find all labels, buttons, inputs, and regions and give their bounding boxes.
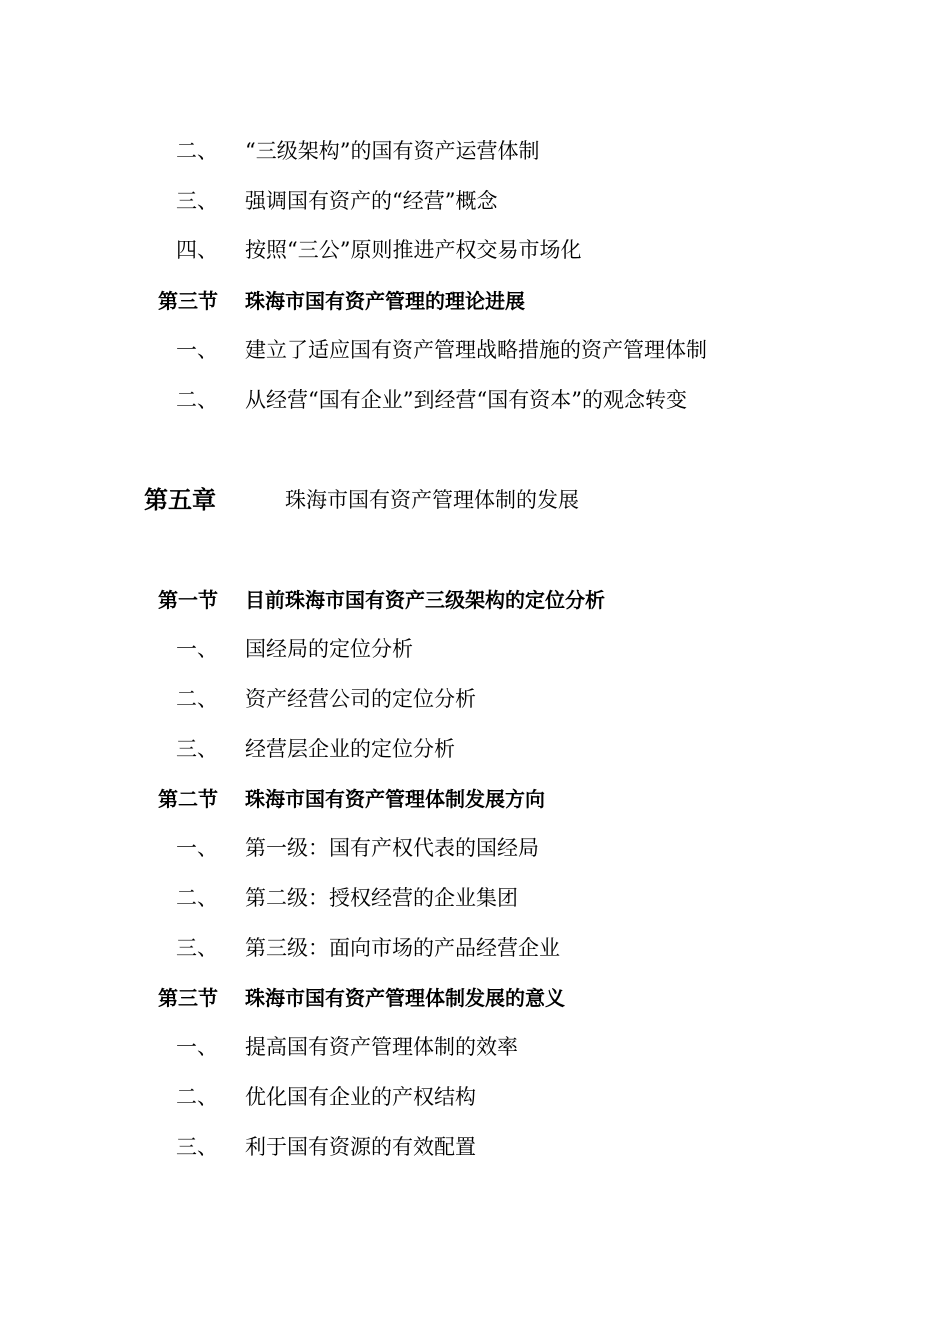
section-number: 第一节 <box>158 588 218 612</box>
item-text: 第一级：国有产权代表的国经局 <box>245 836 539 860</box>
item-text: 第二级：授权经营的企业集团 <box>245 886 518 910</box>
section-title: 珠海市国有资产管理体制发展的意义 <box>245 986 565 1010</box>
chapter-title: 珠海市国有资产管理体制的发展 <box>285 488 579 512</box>
item-number: 二、 <box>176 886 218 910</box>
item-text: 强调国有资产的“经营”概念 <box>245 189 498 213</box>
section-title: 珠海市国有资产管理的理论进展 <box>245 289 525 313</box>
chapter-number: 第五章 <box>144 486 216 514</box>
item-text: 建立了适应国有资产管理战略措施的资产管理体制 <box>245 338 707 362</box>
item-text: 经营层企业的定位分析 <box>245 737 455 761</box>
item-number: 二、 <box>176 139 218 163</box>
item-text: “三级架构”的国有资产运营体制 <box>245 139 540 163</box>
item-number: 二、 <box>176 1085 218 1109</box>
item-number: 三、 <box>176 189 218 213</box>
item-number: 一、 <box>176 836 218 860</box>
section-number: 第二节 <box>158 787 218 811</box>
section-title: 珠海市国有资产管理体制发展方向 <box>245 787 545 811</box>
item-number: 一、 <box>176 338 218 362</box>
item-number: 三、 <box>176 737 218 761</box>
item-text: 按照“三公”原则推进产权交易市场化 <box>245 238 582 262</box>
item-number: 三、 <box>176 1135 218 1159</box>
item-number: 二、 <box>176 388 218 412</box>
section-number: 第三节 <box>158 986 218 1010</box>
item-text: 提高国有资产管理体制的效率 <box>245 1035 518 1059</box>
item-number: 一、 <box>176 1035 218 1059</box>
item-number: 二、 <box>176 687 218 711</box>
section-number: 第三节 <box>158 289 218 313</box>
item-text: 资产经营公司的定位分析 <box>245 687 476 711</box>
item-text: 从经营“国有企业”到经营“国有资本”的观念转变 <box>245 388 687 412</box>
item-text: 国经局的定位分析 <box>245 637 413 661</box>
item-number: 三、 <box>176 936 218 960</box>
item-text: 第三级：面向市场的产品经营企业 <box>245 936 560 960</box>
item-number: 四、 <box>176 238 218 262</box>
item-text: 优化国有企业的产权结构 <box>245 1085 476 1109</box>
section-title: 目前珠海市国有资产三级架构的定位分析 <box>245 588 605 612</box>
item-text: 利于国有资源的有效配置 <box>245 1135 476 1159</box>
item-number: 一、 <box>176 637 218 661</box>
